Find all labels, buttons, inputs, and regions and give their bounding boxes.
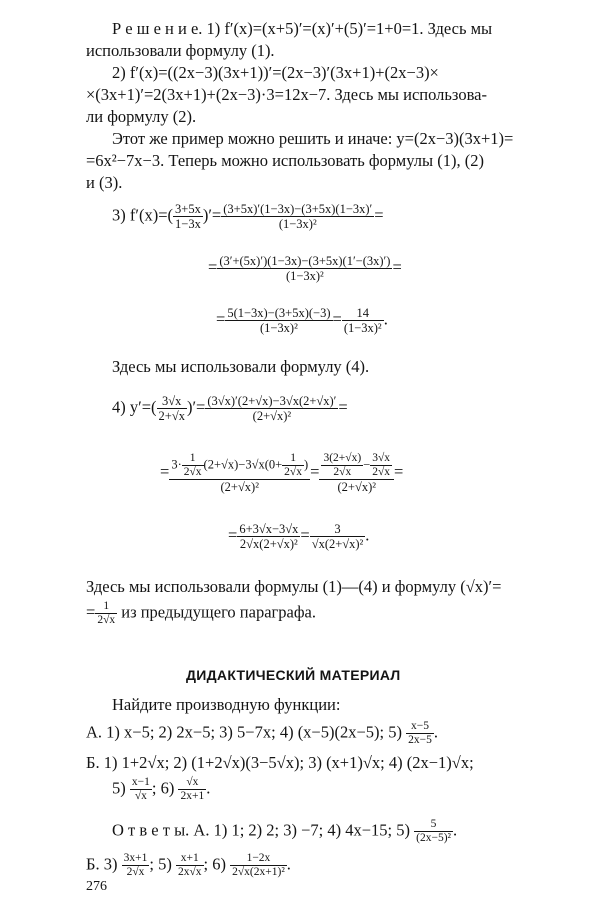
example-4-row-3: = $\frac{6+3√x-3√x}{\text{2√x(2+√x)²}}$ = $\frac{3}{\text{√x(2+√x)²}}$ . <box>228 522 370 552</box>
note-formula-4: Здесь мы использовали формулу (4). <box>112 357 370 376</box>
ex3-fraction-2: $\frac{(3+5x)'(1-3x)-(3+5x)(1-3x)'}{\text{(1−3x)²}}$ <box>223 202 373 232</box>
solution-1-line-2: использовали формулу (1). <box>86 41 275 60</box>
task-group-b-continued: 5) $\frac{x-1}{√x}$ ; 6) $\frac{√x}{2x+1}$ . <box>112 776 211 803</box>
answers-line-a: О т в е т ы. А. 1) 1; 2) 2; 3) −7; 4) 4x−15; 5) $\frac{5}{\text{(2x−5)²}}$ . <box>112 818 458 845</box>
ex3-lead: 3) f′(x)=( <box>112 205 174 225</box>
example-3-row-1: 3) f′(x)=( $\frac{3+5x}{1-3x}$ )′= $\frac{(3+5x)'(1-3x)-(3+5x)(1-3x)'}{\text{(1−3x)²}}$ = <box>112 202 384 232</box>
ex3-fraction-1: $\frac{3+5x}{1-3x}$ <box>175 202 201 232</box>
example-4-row-1: 4) y′=( $\frac{3√x}{2+√x}$ )′= $\frac{(3√x)'(2+√x)-3√x(2+√x)'}{\text{(2+√x)²}}$ = <box>112 394 348 424</box>
example-4-row-2: = 3· $\frac{1}{2√x}$ (2+√x)−3√x(0+ $\frac{1}{2√x}$ ) (2+√x)² = $\frac{3(2+√x)}{2√x}$ − $\frac{3√x}{2√x}$ (2+√x)² = <box>160 452 404 495</box>
page-number: 276 <box>86 879 107 894</box>
solution-2-line-4: Этот же пример можно решить и иначе: y=(2x−3)(3x+1)= <box>112 129 514 148</box>
formula-note-line-1: Здесь мы использовали формулы (1)—(4) и формулу (√x)′= <box>86 577 502 596</box>
ex4-fraction-4: $\frac{3}{\text{√x(2+√x)²}}$ <box>311 522 364 552</box>
example-3-row-3: = $\frac{5(1-3x)-(3+5x)(-3)}{\text{(1−3x)²}}$ = $\frac{14}{\text{(1−3x)²}}$ . <box>216 306 388 336</box>
solution-2-line-5: =6x²−7x−3. Теперь можно использовать формулы (1), (2) <box>86 151 484 170</box>
solution-2-line-3: ли формулу (2). <box>86 107 197 126</box>
task-group-b: Б. 1) 1+2√x; 2) (1+2√x)(3−5√x); 3) (x+1)√x; 4) (2x−1)√x; <box>86 753 474 772</box>
example-3-row-2: = $\frac{(3'+(5x)')(1-3x)-(3+5x)(1'-(3x)')}{\text{(1−3x)²}}$ = <box>208 254 402 284</box>
ex4-fraction-2: $\frac{(3√x)'(2+√x)-3√x(2+√x)'}{\text{(2+√x)²}}$ <box>207 394 337 424</box>
answers-line-b: Б. 3) $\frac{3x+1}{2√x}$ ; 5) $\frac{x+1}{2x√x}$ ; 6) $\frac{1-2x}{\text{2√x(2x+1)²}}$ . <box>86 852 291 879</box>
solution-2-line-1: 2) f′(x)=((2x−3)(3x+1))′=(2x−3)′(3x+1)+(2x−3)× <box>112 63 439 82</box>
ex3-fraction-3: $\frac{(3'+(5x)')(1-3x)-(3+5x)(1'-(3x)')}{\text{(1−3x)²}}$ <box>219 254 391 284</box>
didactic-intro: Найдите производную функции: <box>112 695 341 714</box>
ex4-fraction-1: $\frac{3√x}{2+√x}$ <box>158 394 185 424</box>
ex4-fraction-3: $\frac{6+3√x-3√x}{\text{2√x(2+√x)²}}$ <box>239 522 299 552</box>
task-group-a: А. 1) x−5; 2) 2x−5; 3) 5−7x; 4) (x−5)(2x−5); 5) $\frac{x-5}{2x-5}$ . <box>86 720 438 747</box>
solution-2-line-2: ×(3x+1)′=2(3x+1)+(2x−3)·3=12x−7. Здесь мы использова- <box>86 85 487 104</box>
solution-2-line-6: и (3). <box>86 173 123 192</box>
ex4-compound-fraction-right: $\frac{3(2+√x)}{2√x}$ − $\frac{3√x}{2√x}$ (2+√x)² <box>319 452 394 495</box>
ex3-fraction-5: $\frac{14}{\text{(1−3x)²}}$ <box>343 306 382 336</box>
didactic-heading: ДИДАКТИЧЕСКИЙ МАТЕРИАЛ <box>186 667 401 683</box>
task-a5-fraction: $\frac{x-5}{2x-5}$ <box>408 720 432 747</box>
solution-1-line-1: Р е ш е н и е. 1) f′(x)=(x+5)′=(x)′+(5)′=1+0=1. Здесь мы <box>112 19 493 38</box>
sqrt-derivative-fraction: $\frac{1}{2√x}$ <box>97 600 116 627</box>
formula-note-line-2: = $\frac{1}{2√x}$ из предыдущего параграфа. <box>86 600 317 627</box>
ex4-compound-fraction-left: 3· $\frac{1}{2√x}$ (2+√x)−3√x(0+ $\frac{1}{2√x}$ ) (2+√x)² <box>171 452 309 495</box>
ex3-fraction-4: $\frac{5(1-3x)-(3+5x)(-3)}{\text{(1−3x)²}}$ <box>227 306 331 336</box>
